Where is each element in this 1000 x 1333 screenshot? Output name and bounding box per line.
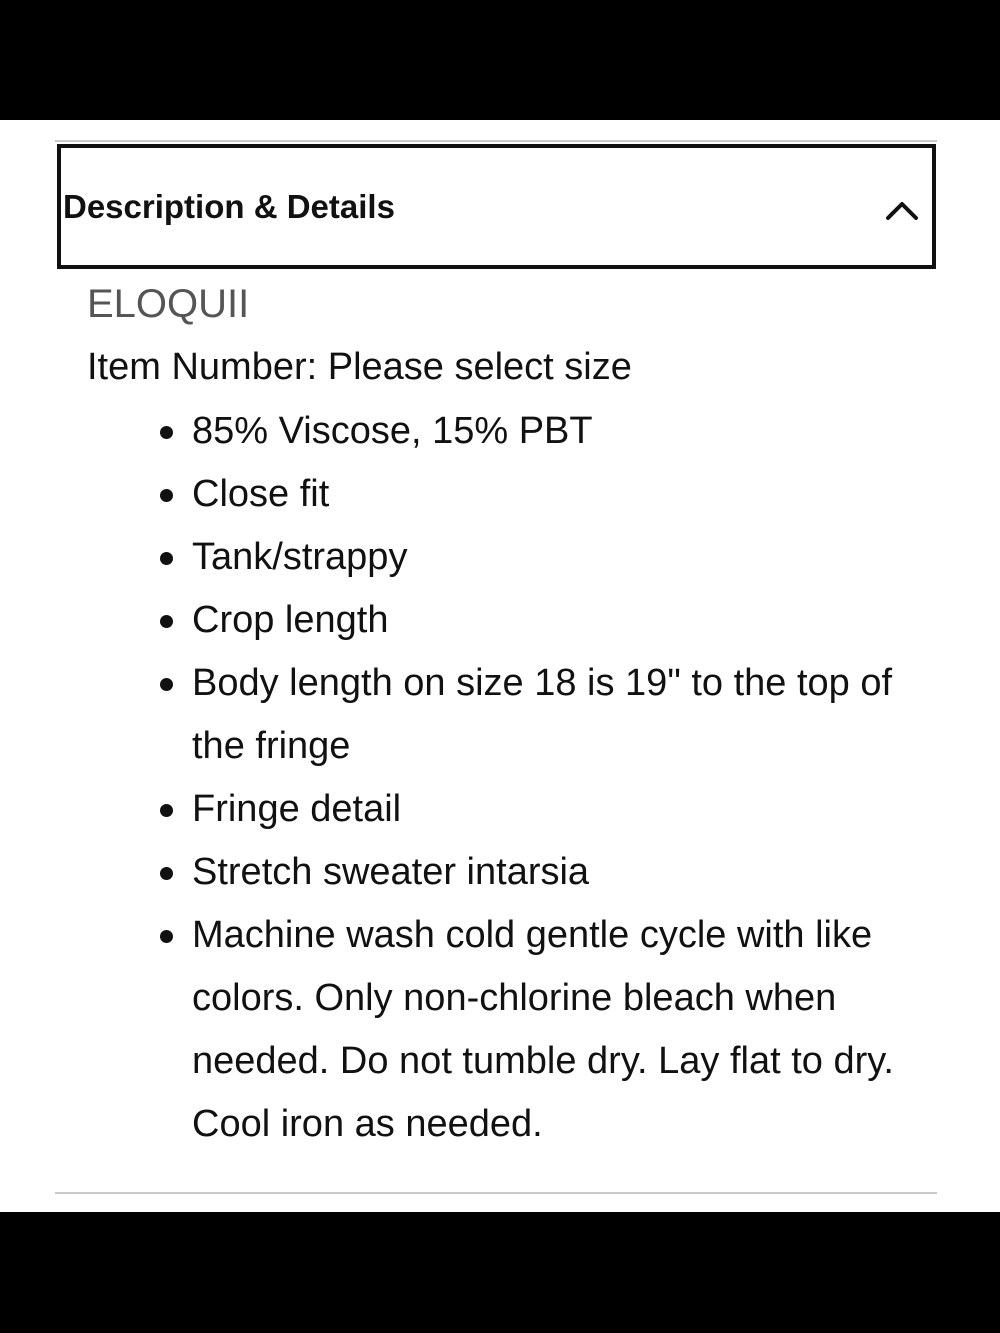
feature-item (150, 400, 920, 463)
brand-name: ELOQUII (87, 282, 250, 326)
chevron-up-icon[interactable] (884, 194, 920, 224)
feature-item (150, 778, 920, 841)
feature-item (150, 589, 920, 652)
feature-item (150, 841, 920, 904)
bullet-icon (160, 615, 173, 628)
bullet-icon (160, 552, 173, 565)
feature-text: Crop length (192, 599, 389, 641)
divider (55, 1192, 937, 1194)
feature-item (150, 526, 920, 589)
accordion-title: Description & Details (63, 188, 395, 225)
feature-item (150, 463, 920, 526)
bullet-icon (160, 489, 173, 502)
feature-text: Stretch sweater intarsia (192, 851, 590, 893)
feature-text: Tank/strappy (192, 536, 408, 578)
feature-item (150, 904, 920, 1156)
bullet-icon (160, 678, 173, 691)
feature-item (150, 652, 920, 778)
bullet-icon (160, 867, 173, 880)
feature-text: Fringe detail (192, 788, 402, 830)
bullet-icon (160, 804, 173, 817)
feature-text: Body length on size 18 is 19" to the top of the fringe (192, 662, 893, 767)
bullet-icon (160, 930, 173, 943)
item-number: Item Number: Please select size (87, 346, 632, 388)
bullet-icon (160, 426, 173, 439)
divider (55, 140, 937, 142)
feature-text: Close fit (192, 473, 330, 515)
product-details-panel (0, 120, 1000, 1212)
feature-text: 85% Viscose, 15% PBT (192, 410, 593, 452)
feature-text: Machine wash cold gentle cycle with like colors. Only non-chlorine bleach when needed. Do not tumble dry. Lay flat to dry. Cool iron as needed. (192, 914, 894, 1145)
feature-list (150, 400, 920, 1156)
description-details-accordion-toggle[interactable] (57, 144, 936, 269)
